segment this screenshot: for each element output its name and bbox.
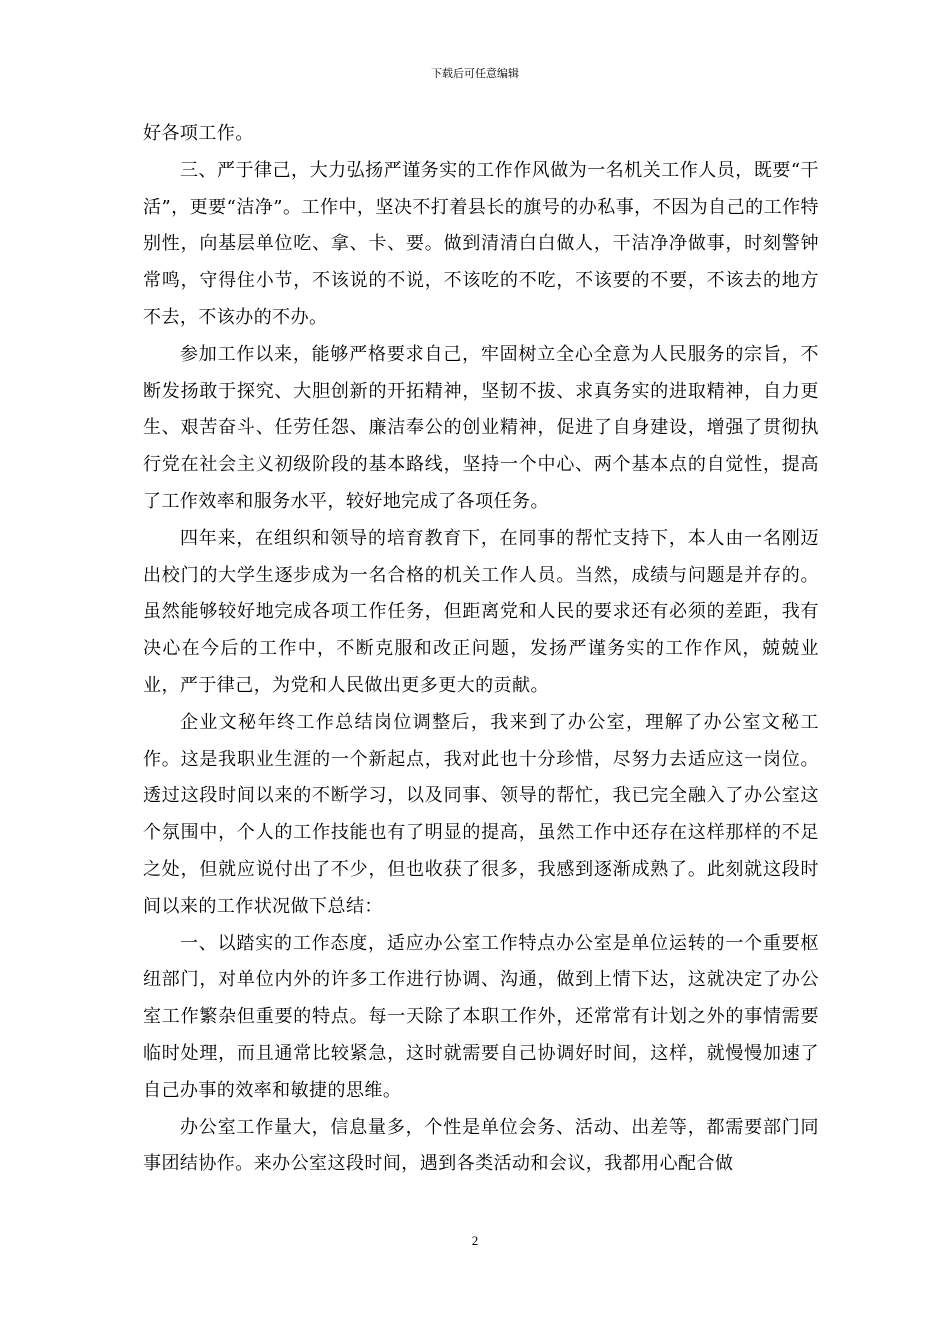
paragraph: 三、严于律己，大力弘扬严谨务实的工作作风做为一名机关工作人员，既要“干活”，更要“洁净”。工作中，坚决不打着县长的旗号的办私事，不因为自己的工作特别性，向基层单位吃、拿、卡、要。做到清清白白做人，干洁净净做事，时刻警钟常鸣，守得住小节，不该说的不说，不该吃的不吃，不该要的不要，不该去的地方不去，不该办的不办。 xyxy=(143,159,819,328)
paragraph: 四年来，在组织和领导的培育教育下，在同事的帮忙支持下，本人由一名刚迈出校门的大学生逐步成为一名合格的机关工作人员。当然，成绩与问题是并存的。虽然能够较好地完成各项工作任务，但距离党和人民的要求还有必须的差距，我有决心在今后的工作中，不断克服和改正问题，发扬严谨务实的工作作风，兢兢业业，严于律己，为党和人民做出更多更大的贡献。 xyxy=(143,527,819,696)
page-header: 下载后可任意编辑 xyxy=(431,67,519,80)
paragraph: 办公室工作量大，信息量多，个性是单位会务、活动、出差等，都需要部门同事团结协作。来办公室这段时间，遇到各类活动和会议，我都用心配合做 xyxy=(143,1116,819,1175)
page-number: 2 xyxy=(471,1233,479,1248)
paragraph-continuation: 好各项工作。 xyxy=(143,123,254,144)
paragraph: 一、以踏实的工作态度，适应办公室工作特点办公室是单位运转的一个重要枢纽部门，对单位内外的许多工作进行协调、沟通，做到上情下达，这就决定了办公室工作繁杂但重要的特点。每一天除了本职工作外，还常常有计划之外的事情需要临时处理，而且通常比较紧急，这时就需要自己协调好时间，这样，就慢慢加速了自己办事的效率和敏捷的思维。 xyxy=(143,932,819,1101)
document-body xyxy=(143,116,819,1183)
paragraph: 参加工作以来，能够严格要求自己，牢固树立全心全意为人民服务的宗旨，不断发扬敢于探究、大胆创新的开拓精神，坚韧不拔、求真务实的进取精神，自力更生、艰苦奋斗、任劳任怨、廉洁奉公的创业精神，促进了自身建设，增强了贯彻执行党在社会主义初级阶段的基本路线，坚持一个中心、两个基本点的自觉性，提高了工作效率和服务水平，较好地完成了各项任务。 xyxy=(143,343,819,512)
paragraph: 企业文秘年终工作总结岗位调整后，我来到了办公室，理解了办公室文秘工作。这是我职业生涯的一个新起点，我对此也十分珍惜，尽努力去适应这一岗位。透过这段时间以来的不断学习，以及同事、领导的帮忙，我已完全融入了办公室这个氛围中，个人的工作技能也有了明显的提高，虽然工作中还存在这样那样的不足之处，但就应说付出了不少，但也收获了很多，我感到逐渐成熟了。此刻就这段时间以来的工作状况做下总结： xyxy=(143,711,819,917)
